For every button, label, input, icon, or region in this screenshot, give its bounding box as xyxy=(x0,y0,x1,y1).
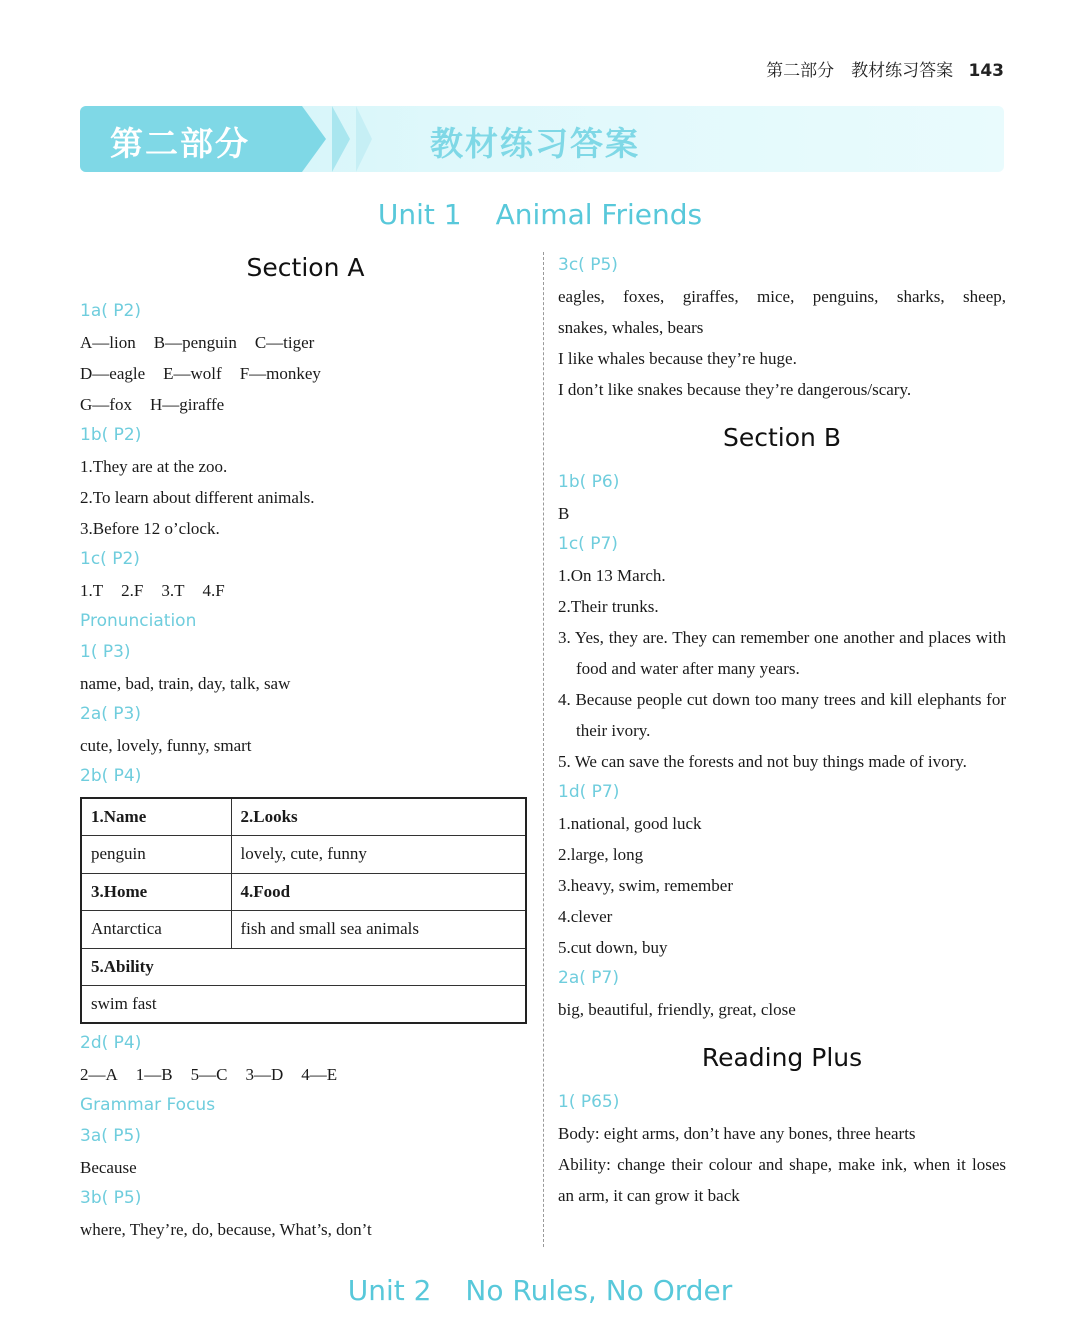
answer-line: name, bad, train, day, talk, saw xyxy=(80,674,291,693)
left-column xyxy=(80,250,527,1245)
table-row xyxy=(81,798,526,836)
answer-item: D—eagle xyxy=(80,364,146,383)
table-row xyxy=(81,836,526,874)
unit-1-name: Animal Friends xyxy=(495,198,703,231)
exercise-label: 1( P65) xyxy=(558,1092,620,1112)
table-cell: fish and small sea animals xyxy=(231,911,526,949)
answer-line: 3.Before 12 o’clock. xyxy=(80,519,220,538)
answer-line: 4.clever xyxy=(558,907,613,926)
table-cell: swim fast xyxy=(81,986,526,1024)
answer-line: 1.national, good luck xyxy=(558,814,702,833)
table-header-cell: 1.Name xyxy=(81,798,231,836)
table-row xyxy=(81,911,526,949)
answer-line xyxy=(80,575,527,606)
table-header-cell: 5.Ability xyxy=(81,948,526,986)
unit-1-number: Unit 1 xyxy=(377,198,462,231)
exercise-label: 1b( P6) xyxy=(558,472,620,492)
answer-line: 2.Their trunks. xyxy=(558,597,659,616)
page-number: 143 xyxy=(968,61,1004,81)
pronunciation-heading: Pronunciation xyxy=(80,611,197,631)
answer-item: F—monkey xyxy=(239,364,321,383)
answer-line: Because xyxy=(80,1158,137,1177)
answer-item: 4—E xyxy=(301,1065,338,1084)
unit-1-title xyxy=(0,198,1080,231)
table-header-cell: 2.Looks xyxy=(231,798,526,836)
running-head xyxy=(766,56,1004,81)
answer-item: B—penguin xyxy=(153,333,237,352)
answer-line: cute, lovely, funny, smart xyxy=(80,736,252,755)
exercise-label: 3b( P5) xyxy=(80,1188,142,1208)
answer-line: eagles, foxes, giraffes, mice, penguins, sharks, sheep, xyxy=(558,287,1006,306)
answer-line: 5.cut down, buy xyxy=(558,938,668,957)
answer-line: Body: eight arms, don’t have any bones, three hearts xyxy=(558,1124,916,1143)
exercise-label: 2a( P7) xyxy=(558,968,619,988)
answer-item: 2.F xyxy=(121,581,144,600)
answer-line: 2.large, long xyxy=(558,845,644,864)
answer-line: B xyxy=(558,504,570,523)
animal-info-table xyxy=(80,797,527,1024)
answer-item: A—lion xyxy=(80,333,136,352)
answer-paragraph: 4. Because people cut down too many trees and kill elephants for their ivory. xyxy=(558,690,1006,740)
answer-line xyxy=(80,1059,527,1090)
answer-line: I like whales because they’re huge. xyxy=(558,349,797,368)
answer-line xyxy=(80,389,527,420)
section-b-heading: Section B xyxy=(723,423,841,452)
table-header-cell: 3.Home xyxy=(81,873,231,911)
answer-line: big, beautiful, friendly, great, close xyxy=(558,1000,796,1019)
exercise-label: 3c( P5) xyxy=(558,255,618,275)
banner-title: 教材练习答案 xyxy=(430,124,640,163)
unit-2-number: Unit 2 xyxy=(347,1274,432,1307)
answer-item: 2—A xyxy=(80,1065,118,1084)
unit-2-name: No Rules, No Order xyxy=(465,1274,733,1307)
answer-line: where, They’re, do, because, What’s, don’t xyxy=(80,1220,372,1239)
answer-item: 3—D xyxy=(245,1065,284,1084)
banner-chevron xyxy=(332,106,350,172)
table-cell: lovely, cute, funny xyxy=(231,836,526,874)
answer-item: C—tiger xyxy=(254,333,315,352)
table-row xyxy=(81,986,526,1024)
exercise-label: 1c( P7) xyxy=(558,534,618,554)
running-head-text: 第二部分 教材练习答案 xyxy=(766,61,954,81)
answer-paragraph: 5. We can save the forests and not buy things made of ivory. xyxy=(558,752,967,771)
unit-2-title xyxy=(0,1274,1080,1307)
answer-line xyxy=(80,358,527,389)
answer-paragraph: 3. Yes, they are. They can remember one another and places with food and water after many years. xyxy=(558,628,1006,678)
reading-plus-heading: Reading Plus xyxy=(701,1043,863,1072)
answer-line: I don’t like snakes because they’re dangerous/scary. xyxy=(558,380,912,399)
answer-item: 1—B xyxy=(135,1065,173,1084)
answer-item: 5—C xyxy=(190,1065,228,1084)
exercise-label: 2b( P4) xyxy=(80,766,142,786)
grammar-focus-heading: Grammar Focus xyxy=(80,1095,216,1115)
answer-line: 1.They are at the zoo. xyxy=(80,457,228,476)
column-divider xyxy=(543,252,544,1247)
answer-line: 3.heavy, swim, remember xyxy=(558,876,733,895)
answer-item: E—wolf xyxy=(163,364,222,383)
table-row xyxy=(81,873,526,911)
answer-line xyxy=(80,327,527,358)
banner-part-label: 第二部分 xyxy=(110,124,250,163)
answer-line: 2.To learn about different animals. xyxy=(80,488,315,507)
answer-item: 1.T xyxy=(80,581,104,600)
table-row xyxy=(81,948,526,986)
exercise-label: 1c( P2) xyxy=(80,549,140,569)
exercise-label: 1a( P2) xyxy=(80,301,141,321)
exercise-label: 1b( P2) xyxy=(80,425,142,445)
answer-line: snakes, whales, bears xyxy=(558,318,704,337)
answer-item: H—giraffe xyxy=(149,395,225,414)
answer-item: G—fox xyxy=(80,395,132,414)
exercise-label: 2d( P4) xyxy=(80,1033,142,1053)
table-cell: penguin xyxy=(81,836,231,874)
exercise-label: 3a( P5) xyxy=(80,1126,141,1146)
banner-chevron xyxy=(356,106,372,172)
right-column xyxy=(558,250,1006,1211)
exercise-label: 1( P3) xyxy=(80,642,131,662)
answer-item: 3.T xyxy=(161,581,185,600)
section-a-heading: Section A xyxy=(246,253,365,282)
exercise-label: 2a( P3) xyxy=(80,704,141,724)
table-header-cell: 4.Food xyxy=(231,873,526,911)
answer-line: 1.On 13 March. xyxy=(558,566,666,585)
table-cell: Antarctica xyxy=(81,911,231,949)
part-banner xyxy=(80,106,1004,172)
exercise-label: 1d( P7) xyxy=(558,782,620,802)
answer-item: 4.F xyxy=(202,581,225,600)
answer-paragraph: Ability: change their colour and shape, make ink, when it loses an arm, it can grow it back xyxy=(558,1155,1006,1205)
